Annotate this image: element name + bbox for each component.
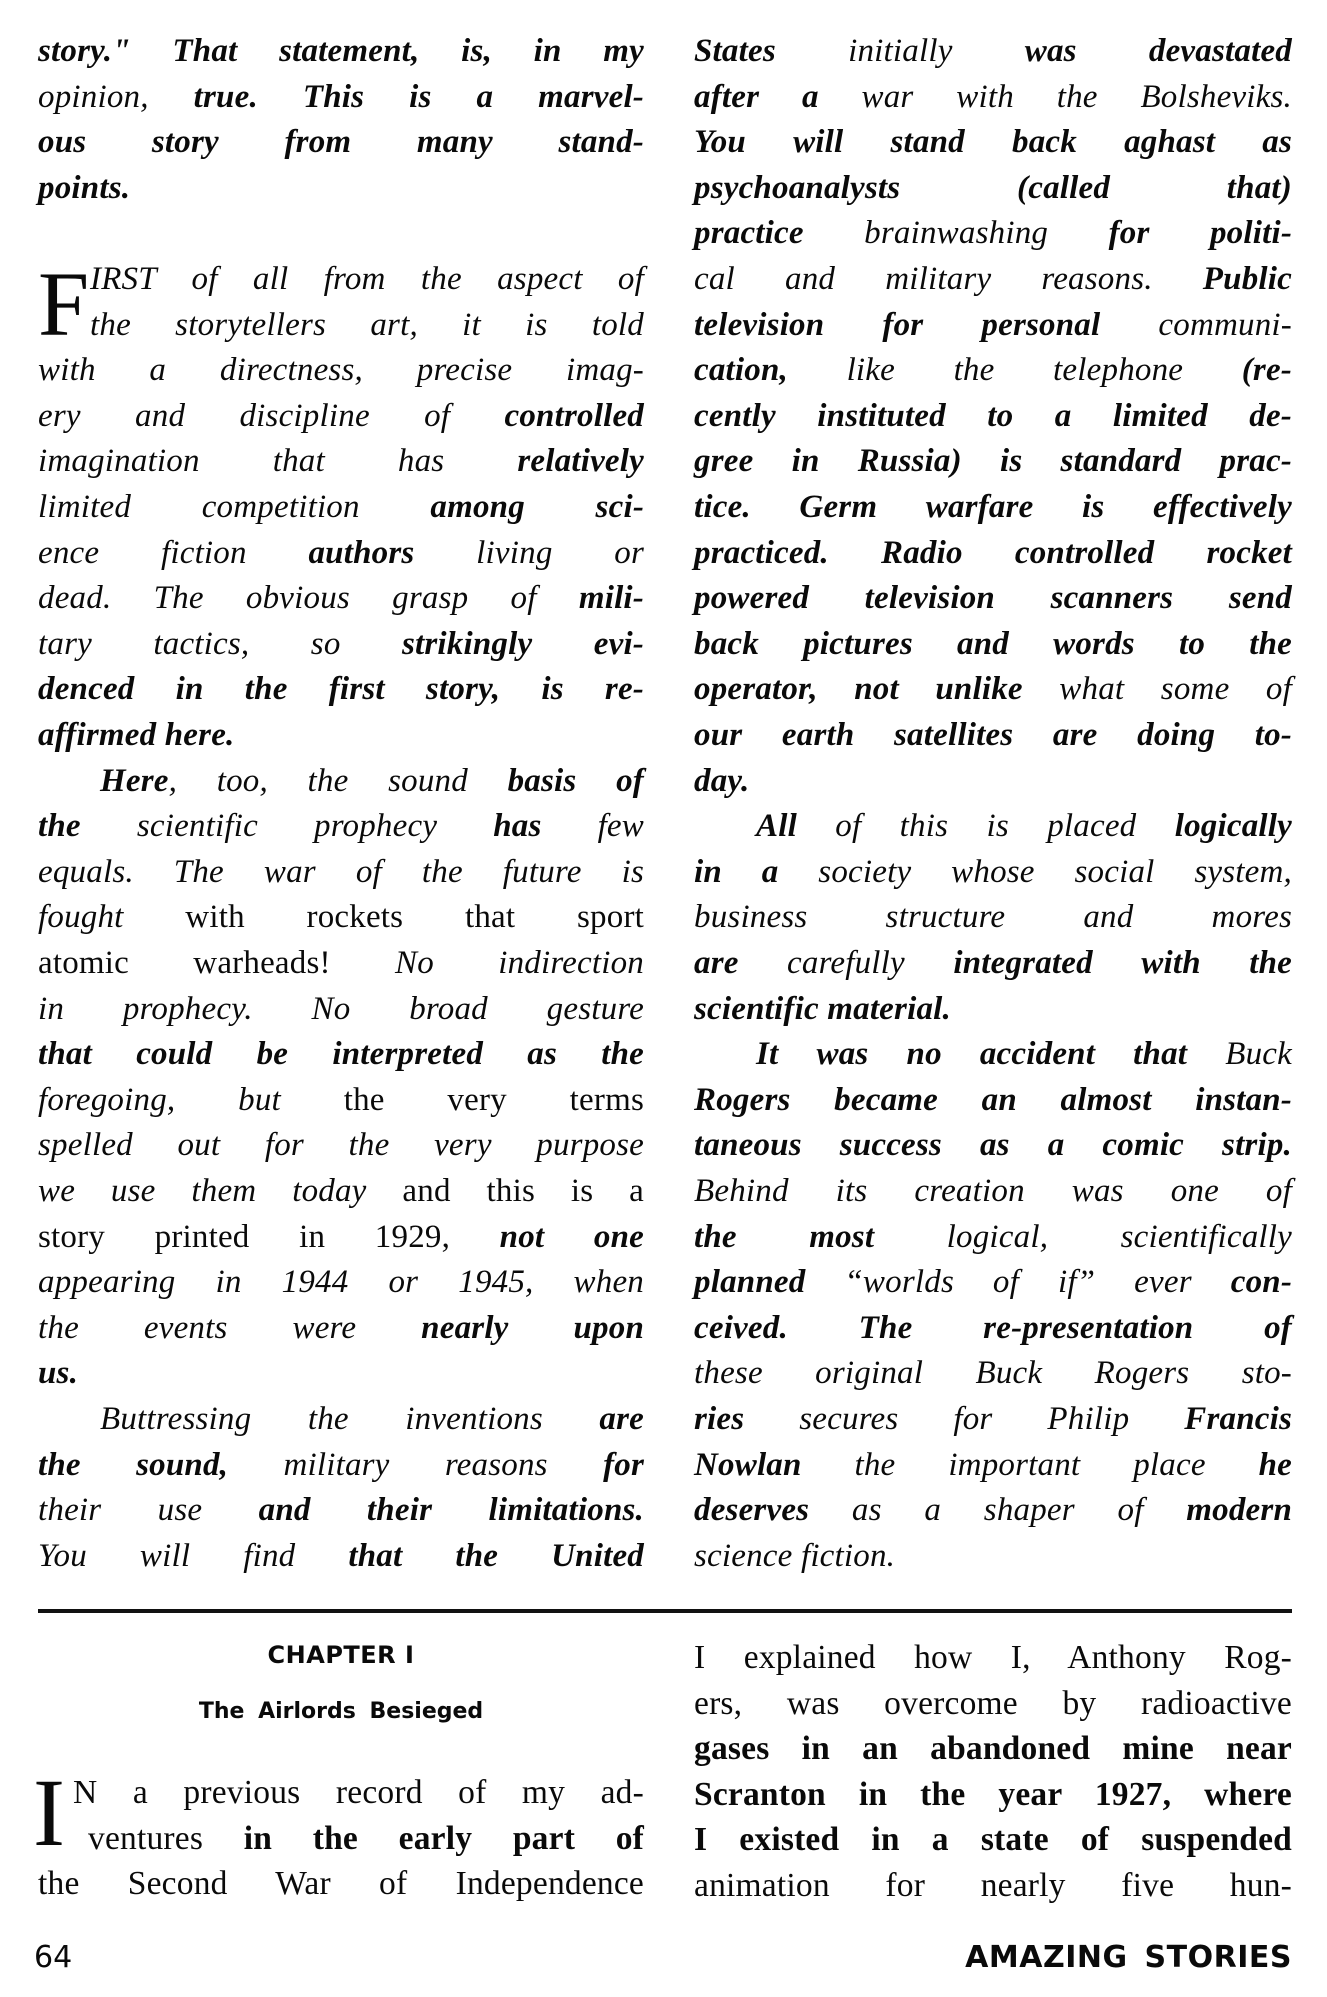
text-segment: logically <box>1174 808 1292 845</box>
magazine-title: AMAZING STORIES <box>965 1940 1292 1975</box>
text-segment: operator, not unlike <box>694 671 1060 708</box>
text-segment: ries <box>694 1401 800 1437</box>
text-line <box>694 849 1292 895</box>
text-segment: our earth satellites are doing to- <box>694 717 1292 753</box>
text-line <box>694 28 1292 74</box>
text-segment: the sound, <box>38 1446 284 1483</box>
text-segment: States <box>694 33 849 69</box>
text-segment: story." That statement, is, in my <box>38 33 644 69</box>
section-divider-rule <box>38 1609 1292 1613</box>
text-segment: these original Buck Rogers sto- <box>694 1355 1292 1392</box>
text-segment: atomic warheads! <box>38 945 395 981</box>
text-segment: ence fiction <box>38 534 309 571</box>
text-segment: denced in the first story, is re- <box>38 671 644 708</box>
text-segment: are <box>694 945 788 981</box>
text-segment: ceived. The re-presentation of <box>694 1309 1292 1346</box>
text-line <box>694 74 1292 120</box>
text-line <box>694 393 1292 439</box>
text-segment: relatively <box>517 443 644 480</box>
text-line <box>38 484 644 530</box>
text-segment: limited competition <box>38 489 431 525</box>
text-segment: Nowlan <box>694 1446 855 1483</box>
text-line <box>694 758 1292 804</box>
text-segment: Behind its creation was one of <box>694 1173 1292 1209</box>
text-line <box>694 621 1292 667</box>
text-segment: among sci- <box>430 489 645 525</box>
text-segment: carefully <box>787 945 954 981</box>
text-line <box>694 1442 1292 1488</box>
text-line <box>38 1442 644 1488</box>
text-line <box>694 1533 1292 1579</box>
text-segment: You will find <box>38 1537 349 1574</box>
text-segment: their use <box>38 1492 259 1529</box>
text-line <box>694 530 1292 576</box>
text-segment: All <box>756 808 836 845</box>
text-segment: dead. The obvious grasp of <box>38 580 579 617</box>
text-segment: taneous success as a comic strip. <box>694 1127 1292 1164</box>
text-segment: con- <box>1230 1264 1293 1301</box>
text-segment: cently instituted to a limited de- <box>694 397 1292 434</box>
text-line <box>694 302 1292 348</box>
text-line <box>38 119 644 165</box>
text-segment: equals. The war of the future is <box>38 853 644 890</box>
text-segment: tary tactics, so <box>38 625 402 662</box>
text-line <box>38 1259 644 1305</box>
text-segment: of this is placed <box>835 808 1175 845</box>
text-line <box>38 1350 644 1396</box>
text-line <box>38 1770 644 1816</box>
text-segment: scientific prophecy <box>136 808 494 845</box>
text-segment: us. <box>38 1355 79 1392</box>
text-line <box>694 165 1292 211</box>
text-segment: logical, scientifically <box>946 1218 1292 1255</box>
text-line <box>694 1259 1292 1305</box>
text-line <box>694 712 1292 758</box>
text-segment: story printed in 1929, <box>38 1218 500 1255</box>
text-line <box>694 484 1292 530</box>
text-segment: was devastated <box>1024 33 1292 69</box>
text-segment: tice. Germ warfare is effectively <box>694 489 1292 525</box>
text-line <box>38 940 644 986</box>
text-segment: cal and military reasons. <box>694 261 1203 297</box>
text-segment: affirmed here. <box>38 717 235 753</box>
text-segment: practice <box>694 215 865 252</box>
text-line <box>38 28 644 74</box>
text-line <box>694 1122 1292 1168</box>
text-line <box>694 1031 1292 1077</box>
text-segment: (re- <box>1241 352 1292 389</box>
text-segment: and their limitations. <box>258 1492 644 1529</box>
text-segment: Buttressing the inventions <box>100 1401 600 1437</box>
page-number: 64 <box>34 1940 73 1975</box>
text-segment: like the telephone <box>846 352 1242 389</box>
text-segment: authors <box>308 534 415 571</box>
text-line <box>38 849 644 895</box>
text-segment: gree in Russia) is standard prac- <box>694 443 1292 480</box>
text-segment: animation for nearly five hun- <box>694 1867 1292 1904</box>
text-segment: points. <box>38 169 131 206</box>
text-segment: foregoing, but <box>38 1081 344 1118</box>
text-segment: we use them today <box>38 1173 403 1209</box>
text-segment: for <box>603 1446 644 1483</box>
text-segment: spelled out for the very purpose <box>38 1127 644 1164</box>
text-segment: has <box>493 808 542 845</box>
text-line <box>694 575 1292 621</box>
text-segment: the <box>38 808 137 845</box>
text-line <box>38 758 644 804</box>
text-segment: as a shaper of <box>851 1492 1187 1529</box>
text-segment: basis of <box>507 762 644 799</box>
text-segment: the important place <box>854 1446 1259 1483</box>
text-segment: You will stand back aghast as <box>694 124 1292 161</box>
text-segment: brainwashing <box>864 215 1109 252</box>
text-line <box>694 1863 1292 1909</box>
text-segment: I explained how I, Anthony Rog- <box>694 1639 1292 1676</box>
text-line <box>694 1635 1292 1681</box>
text-line <box>38 530 644 576</box>
text-segment: deserves <box>694 1492 852 1529</box>
text-segment: modern <box>1186 1492 1292 1529</box>
text-segment: mili- <box>578 580 644 617</box>
text-line <box>694 986 1292 1032</box>
text-segment: Here <box>100 762 169 799</box>
text-line <box>694 1168 1292 1214</box>
text-segment: that the United <box>348 1537 644 1574</box>
text-line <box>38 1031 644 1077</box>
text-segment: scientific material. <box>694 990 951 1027</box>
text-line <box>38 438 644 484</box>
text-segment: appearing in 1944 or 1945, when <box>38 1264 644 1301</box>
text-segment: for politi- <box>1108 215 1293 252</box>
drop-cap-f: F <box>38 253 90 355</box>
text-line <box>38 575 644 621</box>
text-line <box>38 803 644 849</box>
text-segment: I existed in a state of suspended <box>694 1821 1292 1859</box>
text-segment: day. <box>694 762 750 799</box>
text-segment: he <box>1258 1446 1292 1483</box>
text-segment: in a <box>694 853 819 890</box>
text-segment: in the early part of <box>243 1819 645 1857</box>
text-line <box>38 1487 644 1533</box>
text-segment: gases in an abandoned mine near <box>694 1730 1292 1768</box>
text-line <box>694 1487 1292 1533</box>
text-line <box>38 894 644 940</box>
text-segment: with rockets that sport <box>185 899 644 936</box>
text-line <box>38 666 644 712</box>
text-segment: No indirection <box>395 945 644 981</box>
text-line <box>38 1168 644 1214</box>
text-line <box>694 1396 1292 1442</box>
text-line <box>694 210 1292 256</box>
text-line <box>694 1214 1292 1260</box>
text-segment: IRST of all from the aspect of <box>90 261 644 297</box>
text-line <box>38 302 644 348</box>
text-line <box>38 1396 644 1442</box>
text-line <box>694 1305 1292 1351</box>
text-segment: Francis <box>1184 1401 1293 1437</box>
text-line <box>38 621 644 667</box>
text-segment: “worlds of if” ever <box>844 1264 1231 1301</box>
text-line <box>694 119 1292 165</box>
chapter-label: CHAPTER I <box>267 1641 415 1669</box>
text-segment: secures for Philip <box>799 1401 1185 1437</box>
text-segment: psychoanalysts (called that) <box>694 169 1292 206</box>
text-segment: business structure and mores <box>694 899 1292 936</box>
text-segment: planned <box>694 1264 845 1301</box>
text-line <box>38 1122 644 1168</box>
text-segment: true. This is a marvel- <box>193 78 644 115</box>
text-line <box>694 940 1292 986</box>
text-segment: ous story from many stand- <box>38 124 644 161</box>
text-line <box>694 1077 1292 1123</box>
text-line <box>694 666 1292 712</box>
text-segment: science fiction. <box>694 1537 896 1574</box>
text-segment: in prophecy. No broad gesture <box>38 990 644 1027</box>
text-segment: back pictures and words to the <box>694 625 1292 662</box>
text-segment: the Second War of Independence <box>38 1865 644 1903</box>
text-segment: imagination that has <box>38 443 518 480</box>
text-segment: society whose social system, <box>818 853 1292 890</box>
text-line <box>38 165 644 211</box>
text-line <box>38 347 644 393</box>
text-segment: Rogers became an almost instan- <box>694 1081 1292 1118</box>
text-segment: the very terms <box>343 1081 644 1118</box>
text-line <box>38 1305 644 1351</box>
text-segment: after a <box>694 78 862 115</box>
text-line <box>694 438 1292 484</box>
text-segment: ers, was overcome by radioactive <box>694 1684 1292 1722</box>
text-segment: cation, <box>694 352 847 389</box>
text-segment: not one <box>499 1218 644 1255</box>
text-segment: integrated with the <box>953 945 1292 981</box>
text-line <box>694 1726 1292 1772</box>
text-line <box>38 712 644 758</box>
text-segment: strikingly evi- <box>401 625 645 662</box>
text-line <box>38 74 644 120</box>
text-segment: the events were <box>38 1309 422 1346</box>
text-segment: what some of <box>1059 671 1292 708</box>
text-line <box>694 347 1292 393</box>
text-segment: communi- <box>1158 306 1292 343</box>
text-segment: that could be interpreted as the <box>38 1036 644 1073</box>
text-line <box>694 1817 1292 1863</box>
text-segment: practiced. Radio controlled rocket <box>694 534 1292 571</box>
text-segment: , too, the sound <box>168 762 508 799</box>
text-segment: are <box>599 1401 644 1437</box>
text-line <box>694 1350 1292 1396</box>
text-line <box>38 1861 644 1907</box>
text-line <box>38 256 644 302</box>
text-segment: the most <box>694 1218 947 1255</box>
text-line <box>38 1533 644 1579</box>
text-line <box>694 894 1292 940</box>
text-segment: the storytellers art, it is told <box>90 306 644 343</box>
text-segment: with a directness, precise imag- <box>38 352 644 389</box>
text-segment: controlled <box>504 397 644 434</box>
text-segment: few <box>541 808 644 845</box>
text-line <box>38 1077 644 1123</box>
text-segment: ventures <box>88 1819 244 1857</box>
text-line <box>694 256 1292 302</box>
text-segment: military reasons <box>283 1446 604 1483</box>
text-segment: living or <box>414 534 644 571</box>
text-segment: ery and discipline of <box>38 397 505 434</box>
text-line <box>694 1681 1292 1727</box>
text-segment: fought <box>38 899 186 936</box>
text-line <box>694 1772 1292 1818</box>
text-segment: It was no accident that <box>756 1036 1226 1073</box>
text-line <box>38 986 644 1032</box>
text-segment: Public <box>1202 261 1292 297</box>
drop-cap-i: I <box>33 1759 65 1866</box>
text-segment: nearly upon <box>421 1309 644 1346</box>
text-segment: opinion, <box>38 78 194 115</box>
text-segment: Buck <box>1225 1036 1292 1073</box>
text-segment: powered television scanners send <box>694 580 1292 617</box>
text-segment: initially <box>848 33 1025 69</box>
text-segment: television for personal <box>694 306 1159 343</box>
text-segment: N a previous record of my ad- <box>73 1774 644 1811</box>
text-segment: Scranton in the year 1927, where <box>694 1775 1292 1813</box>
text-line <box>38 1816 644 1862</box>
text-line <box>694 803 1292 849</box>
text-segment: and this is a <box>402 1173 644 1209</box>
text-line <box>38 1214 644 1260</box>
chapter-title: The Airlords Besieged <box>198 1699 484 1724</box>
text-line <box>38 393 644 439</box>
text-segment: war with the Bolsheviks. <box>861 78 1293 115</box>
